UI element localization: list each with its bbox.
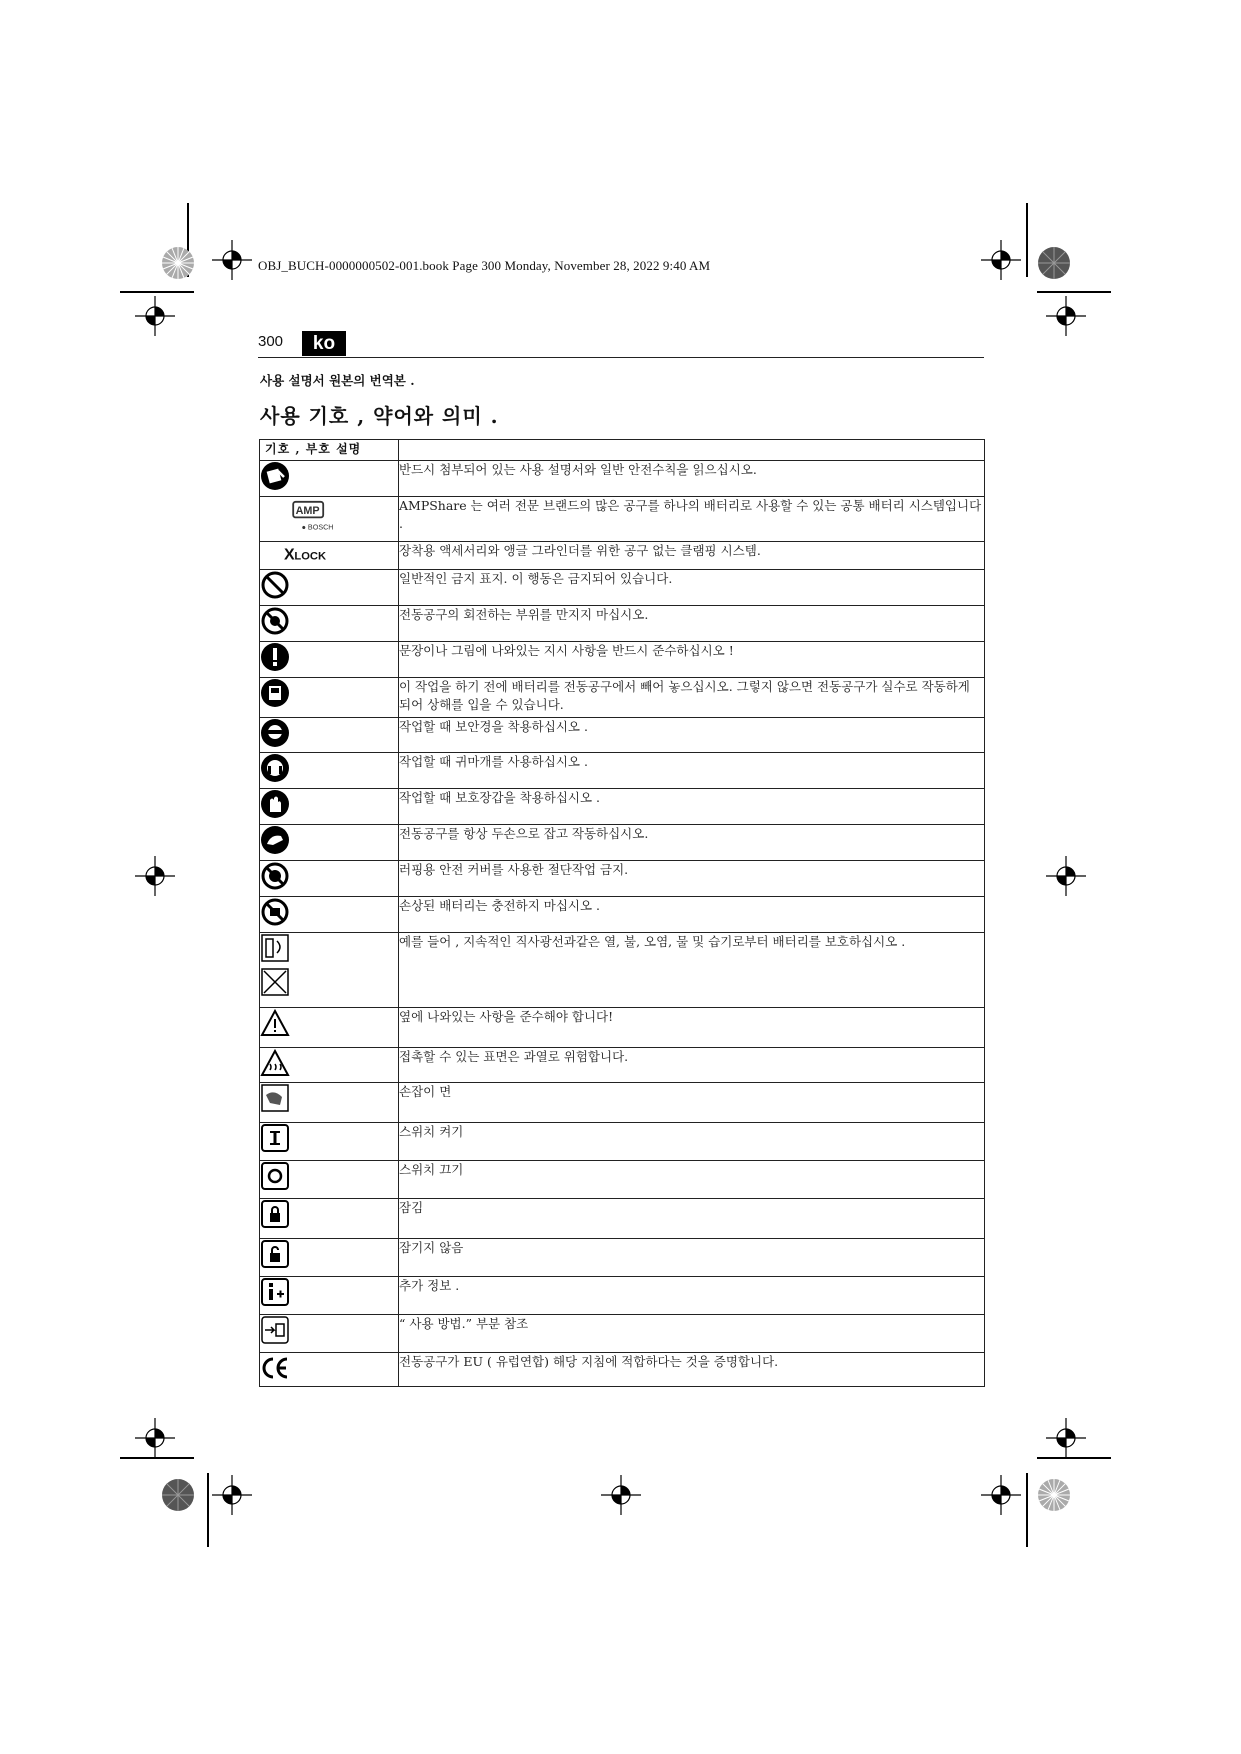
- description-cell: 문장이나 그림에 나와있는 지시 사항을 반드시 준수하십시오 !: [399, 642, 985, 678]
- description-cell: 작업할 때 보안경을 착용하십시오 .: [399, 718, 985, 753]
- table-row: [260, 1353, 985, 1387]
- table-row: [260, 933, 985, 1008]
- table-row: [260, 1048, 985, 1083]
- table-row: [260, 753, 985, 789]
- description-cell: 장착용 액세서리와 앵글 그라인더를 위한 공구 없는 클램핑 시스템.: [399, 542, 985, 570]
- table-row: [260, 678, 985, 718]
- symbol-cell: [260, 1161, 399, 1199]
- table-row: [260, 606, 985, 642]
- table-row: [260, 497, 985, 542]
- table-header-empty: [399, 440, 985, 461]
- page-number: 300: [258, 333, 284, 350]
- svg-text:AMP: AMP: [295, 504, 320, 517]
- color-starburst-mark: [1036, 245, 1072, 281]
- table-header-row: [260, 440, 985, 461]
- table-row: [260, 861, 985, 897]
- symbols-table-body: [260, 461, 985, 1387]
- description-cell: 전동공구를 항상 두손으로 잡고 작동하십시오.: [399, 825, 985, 861]
- symbol-cell: [260, 861, 399, 897]
- registration-mark: [135, 1418, 175, 1458]
- svg-text:LOCK: LOCK: [294, 550, 327, 563]
- description-cell: 손상된 배터리는 충전하지 마십시오 .: [399, 897, 985, 933]
- description-cell: 이 작업을 하기 전에 배터리를 전동공구에서 빼어 놓으십시오. 그렇지 않으면 전동공구가 실수로 작동하게 되어 상해를 입을 수 있습니다.: [399, 678, 985, 718]
- symbol-cell: [260, 1083, 399, 1123]
- registration-mark: [1046, 856, 1086, 896]
- registration-mark: [135, 856, 175, 896]
- symbol-cell: [260, 1123, 399, 1161]
- table-row: [260, 718, 985, 753]
- registration-mark: [981, 1475, 1021, 1515]
- symbol-cell: [260, 1315, 399, 1353]
- no-touch-rotating-icon: [260, 606, 290, 636]
- ear-protection-icon: [260, 753, 290, 783]
- description-cell: 옆에 나와있는 사항을 준수해야 합니다!: [399, 1008, 985, 1048]
- see-section-icon: [260, 1315, 290, 1345]
- symbol-cell: [260, 825, 399, 861]
- color-starburst-mark: [160, 1477, 196, 1513]
- description-cell: 예를 들어 , 지속적인 직사광선과같은 열, 불, 오염, 물 및 습기로부터 배터리를 보호하십시오 .: [399, 933, 985, 1008]
- registration-mark: [212, 240, 252, 280]
- description-cell: 작업할 때 보호장갑을 착용하십시오 .: [399, 789, 985, 825]
- description-cell: 전동공구가 EU ( 유럽연합) 해당 지침에 적합하다는 것을 증명합니다.: [399, 1353, 985, 1387]
- crop-line: [120, 291, 194, 293]
- symbol-cell: [260, 933, 399, 1008]
- symbol-cell: [260, 606, 399, 642]
- svg-text:● BOSCH: ● BOSCH: [301, 522, 334, 532]
- ce-mark-icon: [260, 1353, 290, 1383]
- crop-line: [1026, 1473, 1028, 1547]
- registration-mark: [1046, 1418, 1086, 1458]
- table-row: [260, 1161, 985, 1199]
- crop-line: [1026, 203, 1028, 277]
- table-row: [260, 1239, 985, 1277]
- no-cutting-guard-icon: [260, 861, 290, 891]
- switch-off-icon: [260, 1161, 290, 1191]
- unlock-icon: [260, 1239, 290, 1269]
- registration-mark: [981, 240, 1021, 280]
- ampshare-logo: [260, 497, 360, 533]
- symbol-cell: [260, 461, 399, 497]
- page-title: 사용 기호 , 약어와 의미 .: [260, 404, 499, 428]
- description-cell: 스위치 켜기: [399, 1123, 985, 1161]
- symbol-cell: [260, 542, 399, 570]
- description-cell: 잠김: [399, 1199, 985, 1239]
- table-row: [260, 461, 985, 497]
- symbol-cell: [260, 678, 399, 718]
- description-cell: “ 사용 방법.” 부분 참조: [399, 1315, 985, 1353]
- document-subtitle: 사용 설명서 원본의 번역본 .: [260, 373, 415, 388]
- crop-line: [1037, 291, 1111, 293]
- description-cell: AMPShare 는 여러 전문 브랜드의 많은 공구를 하나의 배터리로 사용할 수 있는 공통 배터리 시스템입니다 .: [399, 497, 985, 542]
- table-row: [260, 789, 985, 825]
- description-cell: 전동공구의 회전하는 부위를 만지지 마십시오.: [399, 606, 985, 642]
- description-cell: 추가 정보 .: [399, 1277, 985, 1315]
- table-row: [260, 642, 985, 678]
- language-tag: ko: [302, 331, 346, 356]
- symbol-cell: [260, 570, 399, 606]
- svg-text:X: X: [284, 546, 295, 564]
- description-cell: 접촉할 수 있는 표면은 과열로 위험합니다.: [399, 1048, 985, 1083]
- no-charge-damaged-icon: [260, 897, 290, 927]
- safety-goggles-icon: [260, 718, 290, 748]
- table-row: [260, 897, 985, 933]
- switch-on-icon: [260, 1123, 290, 1153]
- description-cell: 잠기지 않음: [399, 1239, 985, 1277]
- symbol-cell: [260, 789, 399, 825]
- table-row: [260, 1008, 985, 1048]
- table-row: [260, 1199, 985, 1239]
- warning-icon: [260, 1008, 290, 1038]
- description-cell: 손잡이 면: [399, 1083, 985, 1123]
- lock-icon: [260, 1199, 290, 1229]
- prohibition-icon: [260, 570, 290, 600]
- table-header: 기호 , 부호 설명: [260, 440, 399, 461]
- description-cell: 러핑용 안전 커버를 사용한 절단작업 금지.: [399, 861, 985, 897]
- registration-mark: [135, 296, 175, 336]
- registration-mark: [212, 1475, 252, 1515]
- mandatory-icon: [260, 642, 290, 672]
- battery-temp-icon: [260, 933, 290, 999]
- print-header: OBJ_BUCH-0000000502-001.book Page 300 Monday, November 28, 2022 9:40 AM: [258, 258, 711, 273]
- symbol-cell: [260, 1353, 399, 1387]
- table-row: [260, 1277, 985, 1315]
- table-row: [260, 570, 985, 606]
- table-row: [260, 542, 985, 570]
- symbol-cell: [260, 497, 399, 542]
- table-row: [260, 825, 985, 861]
- symbol-cell: [260, 1277, 399, 1315]
- color-starburst-mark: [160, 245, 196, 281]
- symbol-cell: [260, 1048, 399, 1083]
- symbol-cell: [260, 642, 399, 678]
- description-cell: 작업할 때 귀마개를 사용하십시오 .: [399, 753, 985, 789]
- table-row: [260, 1315, 985, 1353]
- info-icon: [260, 1277, 290, 1307]
- description-cell: 스위치 끄기: [399, 1161, 985, 1199]
- header-rule: [258, 357, 984, 358]
- color-starburst-mark: [1036, 1477, 1072, 1513]
- remove-battery-icon: [260, 678, 290, 708]
- two-hands-icon: [260, 825, 290, 855]
- symbol-cell: [260, 753, 399, 789]
- registration-mark: [1046, 296, 1086, 336]
- symbols-table: [259, 439, 985, 1387]
- symbol-cell: [260, 1239, 399, 1277]
- table-row: [260, 1083, 985, 1123]
- description-cell: 반드시 첨부되어 있는 사용 설명서와 일반 안전수칙을 읽으십시오.: [399, 461, 985, 497]
- description-cell: 일반적인 금지 표지. 이 행동은 금지되어 있습니다.: [399, 570, 985, 606]
- gloves-icon: [260, 789, 290, 819]
- read-manual-icon: [260, 461, 290, 491]
- symbol-cell: [260, 897, 399, 933]
- hot-surface-icon: [260, 1048, 290, 1078]
- registration-mark: [601, 1475, 641, 1515]
- crop-line: [207, 1473, 209, 1547]
- xlock-logo: [260, 542, 332, 566]
- symbol-cell: [260, 1199, 399, 1239]
- symbol-cell: [260, 1008, 399, 1048]
- table-row: [260, 1123, 985, 1161]
- grip-surface-icon: [260, 1083, 290, 1113]
- symbol-cell: [260, 718, 399, 753]
